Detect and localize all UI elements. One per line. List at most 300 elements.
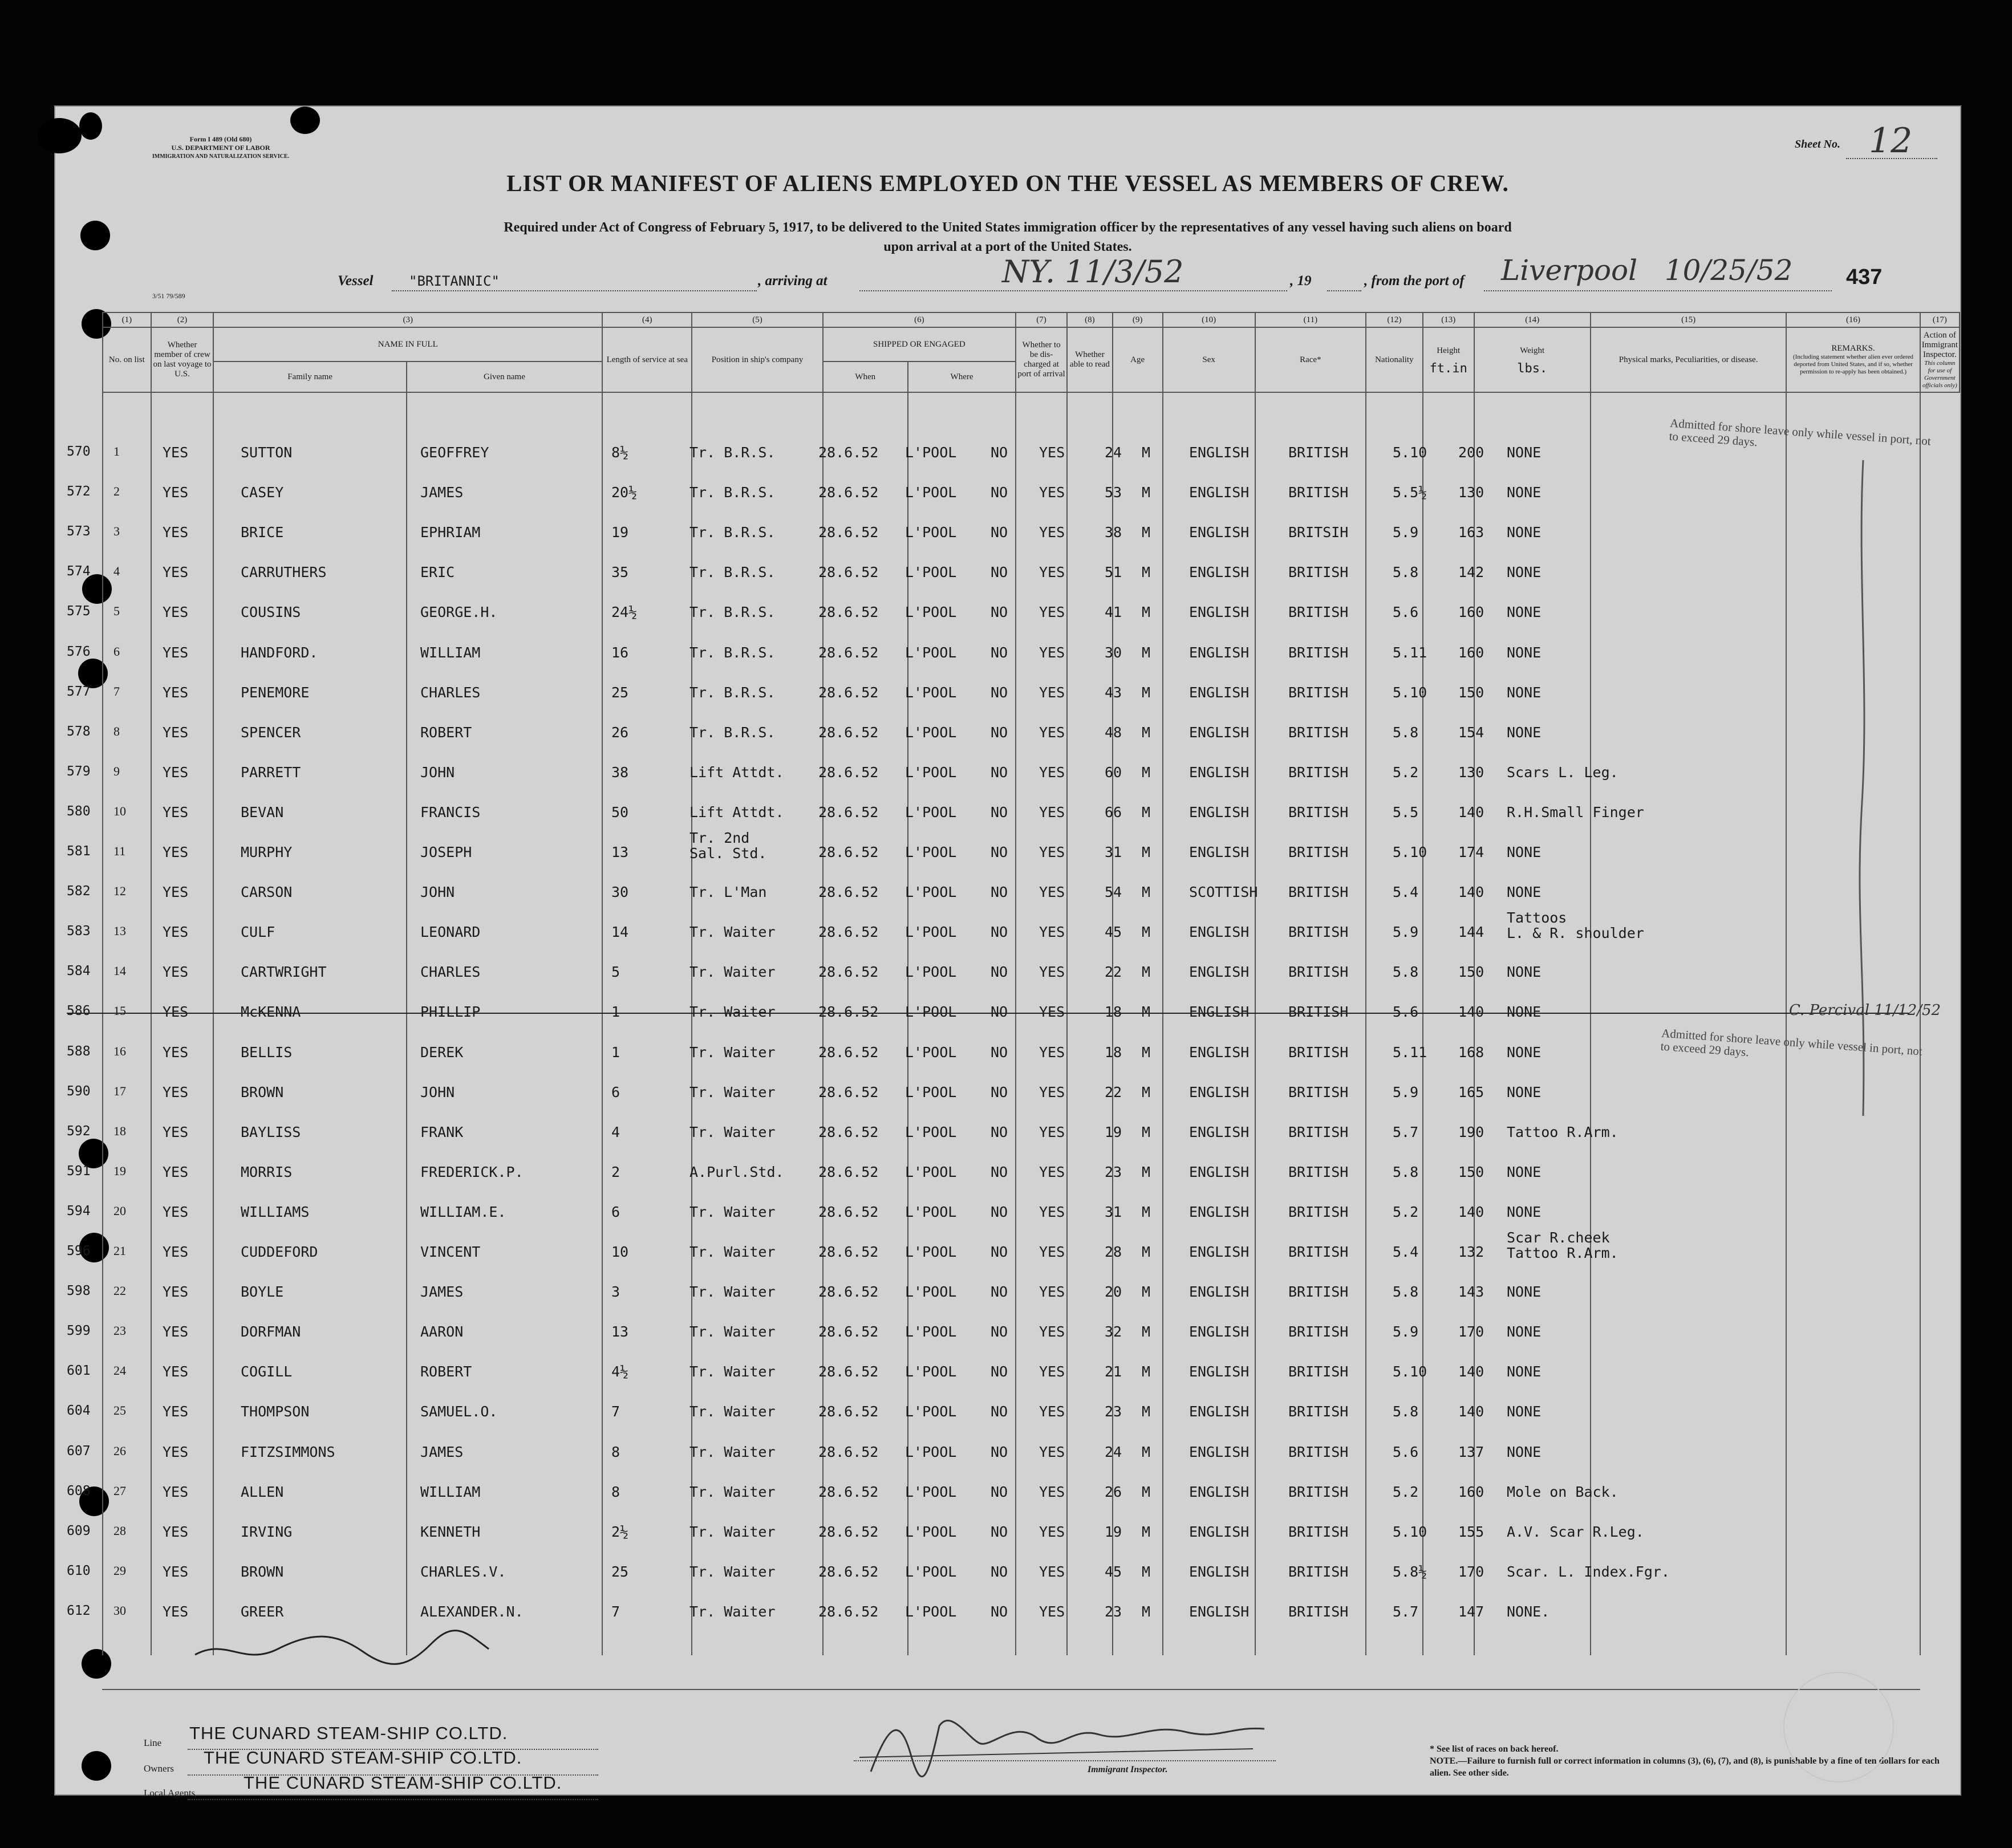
weight: 160	[1458, 604, 1484, 621]
age: 48	[1105, 724, 1122, 741]
last-voyage-flag: YES	[163, 1483, 189, 1500]
last-voyage-flag: YES	[163, 1043, 189, 1061]
height: 5.7	[1393, 1123, 1419, 1140]
weight: 147	[1458, 1603, 1484, 1620]
able-to-read: YES	[1039, 684, 1065, 701]
list-number: 19	[113, 1163, 126, 1178]
table-row	[55, 1284, 1937, 1323]
list-number: 21	[113, 1244, 126, 1258]
nationality: BRITISH	[1288, 1123, 1349, 1140]
header-age: Age	[1113, 327, 1163, 392]
list-number: 15	[113, 1004, 126, 1018]
shipped-where: L'POOL	[905, 444, 957, 461]
table-row	[55, 564, 1937, 604]
family-name: SPENCER	[241, 724, 301, 741]
service-length: 2	[611, 1163, 620, 1180]
arriving-label: , arriving at	[758, 273, 827, 289]
sex: M	[1142, 1203, 1151, 1220]
list-number: 29	[113, 1563, 126, 1578]
family-name: CARRUTHERS	[241, 564, 327, 581]
shipped-when: 28.6.52	[818, 444, 879, 461]
margin-number: 579	[67, 763, 91, 779]
position: A.Purl.Std.	[689, 1163, 784, 1180]
nationality: BRITISH	[1288, 1244, 1349, 1260]
subtitle-line-2: upon arrival at a port of the United States.	[883, 239, 1132, 254]
sex: M	[1142, 484, 1151, 501]
margin-number: 598	[67, 1284, 91, 1299]
height: 5.4	[1393, 884, 1419, 901]
position: Lift Attdt.	[689, 763, 784, 781]
shipped-where: L'POOL	[905, 964, 957, 981]
header-position: Position in ship's company	[692, 327, 822, 392]
given-name: AARON	[420, 1323, 464, 1341]
col-num-16: (16)	[1786, 312, 1920, 327]
height: 5.6	[1393, 1004, 1419, 1021]
able-to-read: YES	[1039, 1123, 1065, 1140]
margin-number: 590	[67, 1083, 91, 1099]
able-to-read: YES	[1039, 1163, 1065, 1180]
given-name: CHARLES.V.	[420, 1563, 506, 1580]
nationality: BRITISH	[1288, 924, 1349, 941]
list-number: 1	[113, 444, 120, 458]
header-sex: Sex	[1163, 327, 1255, 392]
family-name: PENEMORE	[241, 684, 310, 701]
given-name: VINCENT	[420, 1244, 481, 1260]
race: ENGLISH	[1189, 604, 1250, 621]
able-to-read: YES	[1039, 964, 1065, 981]
sex: M	[1142, 1083, 1151, 1100]
table-row	[55, 1084, 1937, 1124]
nationality: BRITISH	[1288, 564, 1349, 581]
list-number: 14	[113, 964, 126, 978]
nationality: BRITISH	[1288, 684, 1349, 701]
physical-marks: NONE	[1507, 524, 1542, 541]
col-num-17: (17)	[1920, 312, 1960, 327]
sex: M	[1142, 964, 1151, 981]
position: Tr. Waiter	[689, 1363, 776, 1380]
shipped-when: 28.6.52	[818, 1163, 879, 1180]
shipped-where: L'POOL	[905, 1523, 957, 1540]
year-label: , 19	[1290, 273, 1312, 289]
end-of-list-scribble	[192, 1626, 512, 1672]
sex: M	[1142, 1004, 1151, 1021]
last-voyage-flag: YES	[163, 484, 189, 501]
age: 20	[1105, 1284, 1122, 1301]
list-number: 30	[113, 1603, 126, 1618]
age: 31	[1105, 844, 1122, 860]
list-number: 13	[113, 924, 126, 939]
service-length: 13	[611, 1323, 629, 1341]
shipped-when: 28.6.52	[818, 724, 879, 741]
col-num-15: (15)	[1591, 312, 1787, 327]
weight: 163	[1458, 524, 1484, 541]
physical-marks: NONE.	[1507, 1603, 1550, 1620]
service-length: 13	[611, 844, 629, 860]
col-num-10: (10)	[1163, 312, 1255, 327]
physical-marks: NONE	[1507, 844, 1542, 860]
table-row	[55, 964, 1937, 1004]
physical-marks: A.V. Scar R.Leg.	[1507, 1523, 1644, 1540]
service-length: 35	[611, 564, 629, 581]
height: 5.6	[1393, 604, 1419, 621]
margin-number: 584	[67, 964, 91, 979]
height: 5.9	[1393, 524, 1419, 541]
family-name: GREER	[241, 1603, 284, 1620]
sex: M	[1142, 1523, 1151, 1540]
given-name: FRANCIS	[420, 803, 481, 821]
able-to-read: YES	[1039, 724, 1065, 741]
list-number: 22	[113, 1284, 126, 1298]
discharged-flag: NO	[991, 803, 1008, 821]
service-length: 10	[611, 1244, 629, 1260]
shipped-when: 28.6.52	[818, 1323, 879, 1341]
shipped-when: 28.6.52	[818, 844, 879, 860]
table-row	[55, 1044, 1937, 1084]
weight: 150	[1458, 964, 1484, 981]
shipped-where: L'POOL	[905, 1123, 957, 1140]
margin-number: 607	[67, 1443, 91, 1459]
last-voyage-flag: YES	[163, 1244, 189, 1260]
discharged-flag: NO	[991, 884, 1008, 901]
given-name: FRANK	[420, 1123, 464, 1140]
service-length: 50	[611, 803, 629, 821]
weight: 142	[1458, 564, 1484, 581]
inspector-label: Immigrant Inspector.	[1088, 1765, 1168, 1774]
action-note: This column for use of Government officials only)	[1922, 359, 1957, 389]
family-name: HANDFORD.	[241, 644, 318, 661]
given-name: WILLIAM	[420, 644, 481, 661]
weight: 154	[1458, 724, 1484, 741]
able-to-read: YES	[1039, 884, 1065, 901]
table-row	[55, 1444, 1937, 1484]
header-member-last-voyage: Whether member of crew on last voyage to U.S.	[151, 327, 214, 392]
subtitle-line-1: Required under Act of Congress of February 5, 1917, to be delivered to the United States immigration officer by the representatives of any vessel having such aliens on board	[504, 220, 1512, 235]
weight: 143	[1458, 1284, 1484, 1301]
action-initials: C. Percival 11/12/52	[1789, 1002, 1941, 1019]
shipped-when: 28.6.52	[818, 964, 879, 981]
height: 5.10	[1393, 844, 1427, 860]
physical-marks: NONE	[1507, 1363, 1542, 1380]
col-num-3: (3)	[213, 312, 602, 327]
sex: M	[1142, 564, 1151, 581]
physical-marks: NONE	[1507, 644, 1542, 661]
col-num-8: (8)	[1067, 312, 1113, 327]
age: 22	[1105, 964, 1122, 981]
family-name: WILLIAMS	[241, 1203, 310, 1220]
weight: 190	[1458, 1123, 1484, 1140]
family-name: BOYLE	[241, 1284, 284, 1301]
margin-number: 601	[67, 1363, 91, 1379]
able-to-read: YES	[1039, 763, 1065, 781]
nationality: BRITISH	[1288, 763, 1349, 781]
nationality: BRITISH	[1288, 724, 1349, 741]
age: 18	[1105, 1004, 1122, 1021]
given-name: JAMES	[420, 1443, 464, 1460]
able-to-read: YES	[1039, 604, 1065, 621]
header-given-name: Given name	[407, 362, 602, 392]
list-number: 5	[113, 604, 120, 619]
sex: M	[1142, 1443, 1151, 1460]
weight: 160	[1458, 1483, 1484, 1500]
table-row	[55, 1563, 1937, 1603]
crew-rows	[55, 107, 1960, 1794]
service-length: 25	[611, 1563, 629, 1580]
table-row	[55, 444, 1937, 484]
header-race: Race*	[1255, 327, 1366, 392]
family-name: CASEY	[241, 484, 284, 501]
family-name: MORRIS	[241, 1163, 293, 1180]
height: 5.2	[1393, 1203, 1419, 1220]
height: 5.8	[1393, 1403, 1419, 1420]
table-row	[55, 484, 1937, 524]
list-number: 3	[113, 524, 120, 539]
shipped-when: 28.6.52	[818, 1244, 879, 1260]
margin-number: 591	[67, 1163, 91, 1179]
shipped-where: L'POOL	[905, 684, 957, 701]
last-voyage-flag: YES	[163, 1403, 189, 1420]
physical-marks: Scars L. Leg.	[1507, 763, 1618, 781]
discharged-flag: NO	[991, 1163, 1008, 1180]
height: 5.2	[1393, 763, 1419, 781]
sex: M	[1142, 1323, 1151, 1341]
shipped-when: 28.6.52	[818, 803, 879, 821]
given-name: ROBERT	[420, 1363, 472, 1380]
shipped-where: L'POOL	[905, 1244, 957, 1260]
position: Tr. L'Man	[689, 884, 767, 901]
last-voyage-flag: YES	[163, 684, 189, 701]
position: Tr. Waiter	[689, 1043, 776, 1061]
list-number: 12	[113, 884, 126, 899]
physical-marks: NONE	[1507, 1323, 1542, 1341]
sex: M	[1142, 444, 1151, 461]
action-label: Action of Immigrant Inspector.	[1921, 330, 1958, 359]
nationality: BRITISH	[1288, 1004, 1349, 1021]
sex: M	[1142, 924, 1151, 941]
shipped-when: 28.6.52	[818, 1083, 879, 1100]
shipped-when: 28.6.52	[818, 564, 879, 581]
page-number: 437	[1846, 265, 1883, 289]
discharged-flag: NO	[991, 964, 1008, 981]
able-to-read: YES	[1039, 1363, 1065, 1380]
list-number: 28	[113, 1523, 126, 1538]
service-length: 7	[611, 1403, 620, 1420]
physical-marks: Scar. L. Index.Fgr.	[1507, 1563, 1670, 1580]
vessel-label: Vessel	[338, 273, 374, 289]
family-name: BROWN	[241, 1563, 284, 1580]
physical-marks: Scar R.cheek Tattoo R.Arm.	[1507, 1229, 1618, 1261]
shipped-when: 28.6.52	[818, 1443, 879, 1460]
position: Tr. Waiter	[689, 924, 776, 941]
last-voyage-flag: YES	[163, 724, 189, 741]
age: 23	[1105, 1403, 1122, 1420]
race-note: * See list of races on back hereof.	[1430, 1744, 1559, 1754]
sheet-number: 12	[1869, 121, 1913, 161]
shipped-where: L'POOL	[905, 564, 957, 581]
height: 5.6	[1393, 1443, 1419, 1460]
age: 54	[1105, 884, 1122, 901]
sex: M	[1142, 1284, 1151, 1301]
able-to-read: YES	[1039, 1403, 1065, 1420]
sex: M	[1142, 1483, 1151, 1500]
height: 5.9	[1393, 924, 1419, 941]
nationality: BRITISH	[1288, 1163, 1349, 1180]
discharged-flag: NO	[991, 1123, 1008, 1140]
given-name: PHILLIP	[420, 1004, 481, 1021]
family-name: SUTTON	[241, 444, 293, 461]
family-name: MURPHY	[241, 844, 293, 860]
physical-marks: NONE	[1507, 484, 1542, 501]
sex: M	[1142, 1363, 1151, 1380]
margin-number: 588	[67, 1043, 91, 1059]
remarks-note: (Including statement whether alien ever ordered deported from United States, and if so, whether permission to re-apply has been obtained.)	[1793, 354, 1914, 375]
shipped-where: L'POOL	[905, 604, 957, 621]
table-row	[55, 1229, 1937, 1284]
service-length: 2½	[611, 1523, 629, 1540]
position: Tr. Waiter	[689, 1244, 776, 1260]
nationality: BRITISH	[1288, 1603, 1349, 1620]
discharged-flag: NO	[991, 1203, 1008, 1220]
shipped-where: L'POOL	[905, 1323, 957, 1341]
physical-marks: NONE	[1507, 564, 1542, 581]
discharged-flag: NO	[991, 1483, 1008, 1500]
position: Tr. 2nd Sal. Std.	[689, 830, 767, 862]
service-length: 16	[611, 644, 629, 661]
given-name: SAMUEL.O.	[420, 1403, 498, 1420]
nationality: BRITISH	[1288, 803, 1349, 821]
service-length: 1	[611, 1004, 620, 1021]
col-num-14: (14)	[1474, 312, 1591, 327]
position: Tr. Waiter	[689, 1483, 776, 1500]
nationality: BRITISH	[1288, 1523, 1349, 1540]
shipped-where: L'POOL	[905, 1363, 957, 1380]
nationality: BRITISH	[1288, 604, 1349, 621]
race: ENGLISH	[1189, 1523, 1250, 1540]
last-voyage-flag: YES	[163, 524, 189, 541]
nationality: BRITISH	[1288, 844, 1349, 860]
race: ENGLISH	[1189, 1483, 1250, 1500]
margin-number: 573	[67, 524, 91, 539]
race: ENGLISH	[1189, 1123, 1250, 1140]
nationality: BRITISH	[1288, 1043, 1349, 1061]
table-row	[55, 764, 1937, 804]
last-voyage-flag: YES	[163, 763, 189, 781]
margin-number: 576	[67, 644, 91, 659]
position: Tr. B.R.S.	[689, 444, 776, 461]
position: Tr. B.R.S.	[689, 724, 776, 741]
given-name: CHARLES	[420, 964, 481, 981]
margin-number: 575	[67, 604, 91, 619]
col-num-12: (12)	[1366, 312, 1423, 327]
race: ENGLISH	[1189, 1563, 1250, 1580]
height: 5.10	[1393, 444, 1427, 461]
last-voyage-flag: YES	[163, 644, 189, 661]
sex: M	[1142, 524, 1151, 541]
discharged-flag: NO	[991, 1244, 1008, 1260]
service-length: 5	[611, 964, 620, 981]
service-length: 1	[611, 1043, 620, 1061]
shipped-when: 28.6.52	[818, 884, 879, 901]
position: Tr. Waiter	[689, 1603, 776, 1620]
physical-marks: NONE	[1507, 1403, 1542, 1420]
table-row	[55, 604, 1937, 644]
race: ENGLISH	[1189, 684, 1250, 701]
race: ENGLISH	[1189, 1083, 1250, 1100]
table-row	[55, 684, 1937, 724]
able-to-read: YES	[1039, 1523, 1065, 1540]
table-row	[55, 1204, 1937, 1244]
weight: 155	[1458, 1523, 1484, 1540]
line-stamp: THE CUNARD STEAM-SHIP CO.LTD.	[189, 1723, 508, 1743]
able-to-read: YES	[1039, 484, 1065, 501]
col-num-5: (5)	[692, 312, 822, 327]
last-voyage-flag: YES	[163, 444, 189, 461]
height: 5.8	[1393, 724, 1419, 741]
shipped-when: 28.6.52	[818, 1523, 879, 1540]
weight: 168	[1458, 1043, 1484, 1061]
discharged-flag: NO	[991, 724, 1008, 741]
manifest-sheet	[54, 105, 1961, 1796]
able-to-read: YES	[1039, 1323, 1065, 1341]
last-voyage-flag: YES	[163, 803, 189, 821]
header-shipped: SHIPPED OR ENGAGED	[823, 327, 1016, 362]
service-length: 6	[611, 1083, 620, 1100]
vessel-name: "BRITANNIC"	[409, 273, 500, 289]
age: 31	[1105, 1203, 1122, 1220]
given-name: JAMES	[420, 484, 464, 501]
table-row	[55, 1004, 1937, 1043]
discharged-flag: NO	[991, 444, 1008, 461]
weight-unit: lbs.	[1517, 362, 1548, 376]
margin-number: 609	[67, 1523, 91, 1538]
list-number: 4	[113, 564, 120, 579]
position: Tr. Waiter	[689, 1563, 776, 1580]
shipped-when: 28.6.52	[818, 1123, 879, 1140]
able-to-read: YES	[1039, 1483, 1065, 1500]
age: 66	[1105, 803, 1122, 821]
table-row	[55, 909, 1937, 964]
shipped-where: L'POOL	[905, 1403, 957, 1420]
shipped-when: 28.6.52	[818, 1603, 879, 1620]
physical-marks: NONE	[1507, 684, 1542, 701]
discharged-flag: NO	[991, 844, 1008, 860]
last-voyage-flag: YES	[163, 1443, 189, 1460]
owners-label: Owners	[144, 1763, 174, 1774]
given-name: KENNETH	[420, 1523, 481, 1540]
weight: 140	[1458, 1363, 1484, 1380]
shipped-when: 28.6.52	[818, 1004, 879, 1021]
nationality: BRITISH	[1288, 1563, 1349, 1580]
able-to-read: YES	[1039, 1443, 1065, 1460]
shipped-where: L'POOL	[905, 524, 957, 541]
weight-label: Weight	[1520, 346, 1545, 355]
list-number: 10	[113, 803, 126, 818]
margin-number: 583	[67, 924, 91, 939]
shipped-where: L'POOL	[905, 1004, 957, 1021]
family-name: BELLIS	[241, 1043, 293, 1061]
last-voyage-flag: YES	[163, 884, 189, 901]
sex: M	[1142, 803, 1151, 821]
family-name: CARSON	[241, 884, 293, 901]
able-to-read: YES	[1039, 844, 1065, 860]
shipped-where: L'POOL	[905, 884, 957, 901]
race: ENGLISH	[1189, 1603, 1250, 1620]
family-name: McKENNA	[241, 1004, 301, 1021]
shipped-where: L'POOL	[905, 484, 957, 501]
shipped-when: 28.6.52	[818, 1403, 879, 1420]
table-row	[55, 1403, 1937, 1443]
race: ENGLISH	[1189, 1004, 1250, 1021]
discharged-flag: NO	[991, 1323, 1008, 1341]
